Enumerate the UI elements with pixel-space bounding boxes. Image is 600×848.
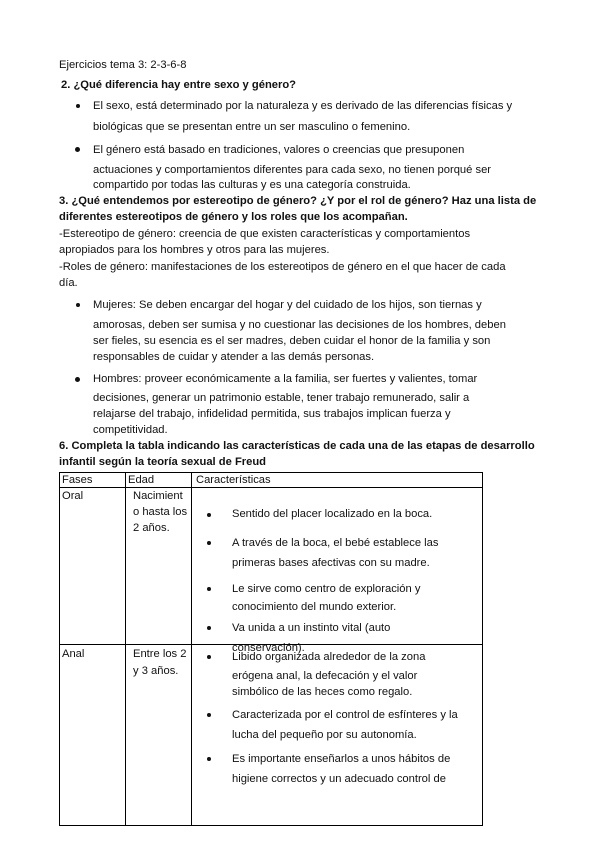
anal-item3-line1: Es importante enseñarlos a unos hábitos de bbox=[232, 753, 451, 765]
age-oral-line1: Nacimient bbox=[133, 490, 183, 502]
q3-women-line2: amorosas, deben ser sumisa y no cuestionar las decisiones de los hombres, deben bbox=[93, 319, 506, 331]
table-cell bbox=[60, 645, 126, 826]
anal-item1-line1: Libido organizada alrededor de la zona bbox=[232, 651, 426, 663]
oral-item4-line2: conservación). bbox=[232, 642, 305, 654]
q3-women-line4: responsables de cuidar y atender a las demás personas. bbox=[93, 351, 375, 363]
q2-bullet2-line2: actuaciones y comportamientos diferentes para cada sexo, no tienen porqué ser bbox=[93, 164, 492, 176]
anal-item2-line1: Caracterizada por el control de esfínteres y la bbox=[232, 709, 458, 721]
table-header-cell bbox=[60, 473, 126, 488]
bullet-icon bbox=[76, 303, 80, 307]
phase-oral: Oral bbox=[62, 490, 84, 502]
bullet-icon bbox=[207, 541, 211, 545]
freud-stages-table bbox=[59, 472, 483, 826]
q6-title-line2: infantil según la teoría sexual de Freud bbox=[59, 456, 267, 468]
q3-men-line3: relajarse del trabajo, infidelidad permitida, sus trabajos implican fuerza y bbox=[93, 408, 451, 420]
q3-women-line3: ser fieles, su esencia es el ser madres, deben cuidar el honor de la familia y son bbox=[93, 335, 491, 347]
bullet-icon bbox=[207, 757, 211, 761]
bullet-icon bbox=[207, 626, 211, 630]
q2-bullet2-line3: compartido por todas las culturas y es una categoría construida. bbox=[93, 179, 411, 191]
age-oral-line3: 2 años. bbox=[133, 522, 170, 534]
table-header-row bbox=[60, 473, 483, 488]
q2-bullet1-line1: El sexo, está determinado por la naturaleza y es derivado de las diferencias físicas y bbox=[93, 100, 513, 112]
header-edad: Edad bbox=[128, 474, 155, 486]
q2-title: 2. ¿Qué diferencia hay entre sexo y género? bbox=[61, 79, 297, 91]
table-cell bbox=[60, 488, 126, 645]
q3-stereotype-line2: apropiados para los hombres y otros para las mujeres. bbox=[59, 244, 330, 256]
q3-men-line2: decisiones, generar un patrimonio estable, tener trabajo remunerado, salir a bbox=[93, 392, 470, 404]
anal-item2-line2: lucha del pequeño por su autonomía. bbox=[232, 729, 417, 741]
q3-stereotype-line1: -Estereotipo de género: creencia de que existen características y comportamientos bbox=[59, 228, 471, 240]
header-fases: Fases bbox=[62, 474, 93, 486]
oral-item3-line2: conocimiento del mundo exterior. bbox=[232, 601, 397, 613]
oral-item2-line1: A través de la boca, el bebé establece las bbox=[232, 537, 439, 549]
q2-bullet2-line1: El género está basado en tradiciones, valores o creencias que presuponen bbox=[93, 144, 465, 156]
q6-title-line1: 6. Completa la tabla indicando las características de cada una de las etapas de desarrollo bbox=[59, 440, 535, 452]
age-anal-line2: y 3 años. bbox=[133, 665, 179, 677]
table-header-cell bbox=[192, 473, 483, 488]
oral-item4-line1: Va unida a un instinto vital (auto bbox=[232, 622, 391, 634]
bullet-icon bbox=[75, 147, 80, 152]
table-header-cell bbox=[126, 473, 192, 488]
bullet-icon bbox=[207, 513, 211, 517]
page-header: Ejercicios tema 3: 2-3-6-8 bbox=[59, 59, 187, 71]
q3-title-line1: 3. ¿Qué entendemos por estereotipo de género? ¿Y por el rol de género? Haz una lista de bbox=[59, 195, 537, 207]
table-cell bbox=[126, 645, 192, 826]
q3-women-line1: Mujeres: Se deben encargar del hogar y del cuidado de los hijos, son tiernas y bbox=[93, 299, 482, 311]
bullet-icon bbox=[207, 587, 211, 591]
table-cell bbox=[126, 488, 192, 645]
table-row bbox=[60, 488, 483, 645]
q3-men-line1: Hombres: proveer económicamente a la familia, ser fuertes y valientes, tomar bbox=[93, 373, 478, 385]
bullet-icon bbox=[76, 104, 80, 108]
oral-item2-line2: primeras bases afectivas con su madre. bbox=[232, 557, 430, 569]
q2-bullet1-line2: biológicas que se presentan entre un ser masculino o femenino. bbox=[93, 121, 411, 133]
q3-roles-line1: -Roles de género: manifestaciones de los estereotipos de género en el que hacer de cada bbox=[59, 261, 506, 273]
age-anal-line1: Entre los 2 bbox=[133, 648, 187, 660]
bullet-icon bbox=[75, 377, 80, 382]
phase-anal: Anal bbox=[62, 648, 85, 660]
table-cell bbox=[192, 488, 483, 654]
anal-item1-line3: simbólico de las heces como regalo. bbox=[232, 686, 413, 698]
bullet-icon bbox=[207, 655, 211, 659]
header-caracteristicas: Características bbox=[196, 474, 271, 486]
anal-item3-line2: higiene correctos y un adecuado control de bbox=[232, 773, 446, 785]
age-oral-line2: o hasta los bbox=[133, 506, 188, 518]
table-cell bbox=[192, 642, 483, 826]
oral-item1-line1: Sentido del placer localizado en la boca. bbox=[232, 508, 433, 520]
bullet-icon bbox=[207, 713, 211, 717]
oral-item3-line1: Le sirve como centro de exploración y bbox=[232, 583, 421, 595]
q3-roles-line2: día. bbox=[59, 277, 78, 289]
table-row bbox=[60, 645, 483, 826]
anal-item1-line2: erógena anal, la defecación y el valor bbox=[232, 670, 418, 682]
q3-men-line4: competitividad. bbox=[93, 424, 168, 436]
q3-title-line2: diferentes estereotipos de género y los roles que los acompañan. bbox=[59, 211, 408, 223]
